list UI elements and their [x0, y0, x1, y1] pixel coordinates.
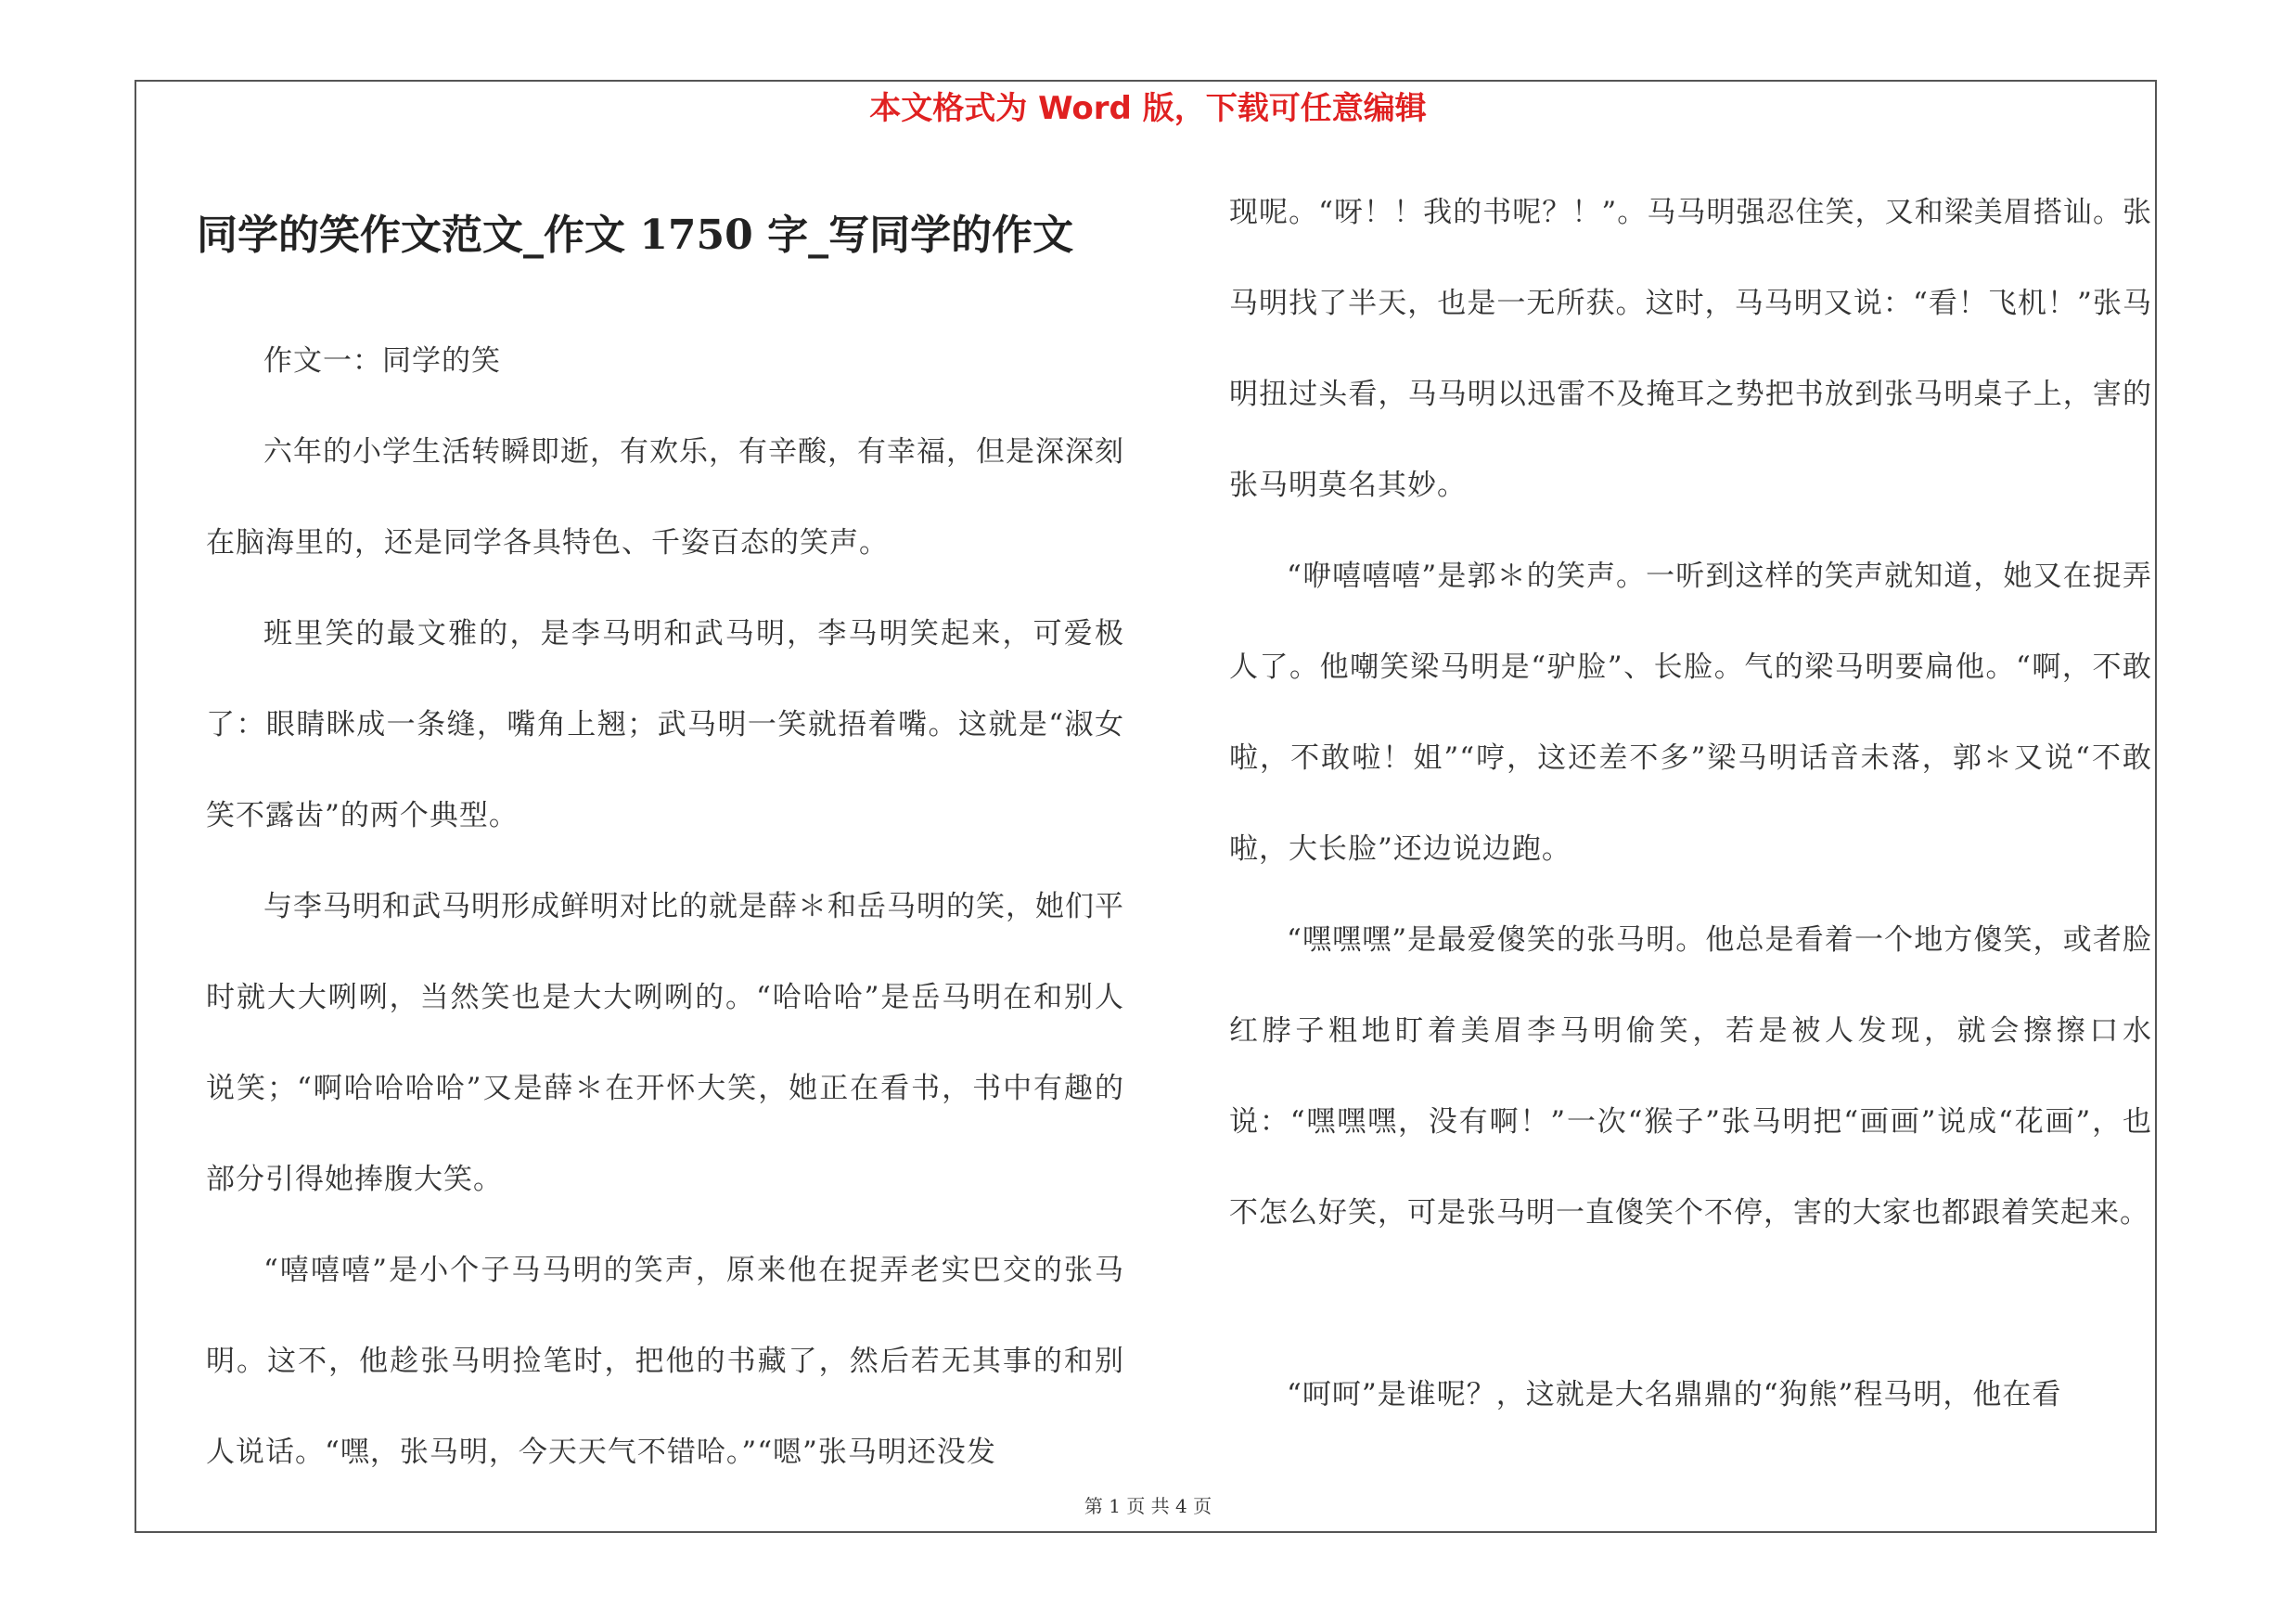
- left-paragraph-2: 班里笑的最文雅的，是李马明和武马明，李马明笑起来，可爱极了：眼睛眯成一条缝，嘴角上翘；武马明一笑就捂着嘴。这就是“淑女笑不露齿”的两个典型。: [206, 617, 1124, 832]
- document-title: 同学的笑作文范文_作文 1750 字_写同学的作文: [197, 212, 1074, 259]
- right-paragraph-4: “呵呵”是谁呢？，这就是大名鼎鼎的“狗熊”程马明，他在看: [1287, 1378, 2062, 1411]
- left-subheading: 作文一：同学的笑: [263, 344, 501, 378]
- right-paragraph-1: 现呢。“呀！！我的书呢？！”。马马明强忍住笑，又和梁美眉搭讪。张马明找了半天，也是一无所获。这时，马马明又说：“看！飞机！”张马明扭过头看，马马明以迅雷不及掩耳之势把书放到张马明桌子上，害的张马明莫名其妙。: [1229, 196, 2152, 502]
- left-paragraph-1: 六年的小学生活转瞬即逝，有欢乐，有辛酸，有幸福，但是深深刻在脑海里的，还是同学各具特色、千姿百态的笑声。: [206, 435, 1124, 560]
- right-paragraph-2: “咿嘻嘻嘻”是郭＊的笑声。一听到这样的笑声就知道，她又在捉弄人了。他嘲笑梁马明是“驴脸”、长脸。气的梁马明要扁他。“啊，不敢啦，不敢啦！姐”“哼，这还差不多”梁马明话音未落，郭＊又说“不敢啦，大长脸”还边说边跑。: [1229, 560, 2152, 866]
- page-number: 第 1 页 共 4 页: [1084, 1495, 1212, 1517]
- left-paragraph-3: 与李马明和武马明形成鲜明对比的就是薛＊和岳马明的笑，她们平时就大大咧咧，当然笑也是大大咧咧的。“哈哈哈”是岳马明在和别人说笑；“啊哈哈哈哈”又是薛＊在开怀大笑，她正在看书，书中有趣的部分引得她捧腹大笑。: [206, 890, 1124, 1196]
- right-paragraph-3: “嘿嘿嘿”是最爱傻笑的张马明。他总是看着一个地方傻笑，或者脸红脖子粗地盯着美眉李马明偷笑，若是被人发现，就会擦擦口水说：“嘿嘿嘿，没有啊！”一次“猴子”张马明把“画画”说成“花画”，也不怎么好笑，可是张马明一直傻笑个不停，害的大家也都跟着笑起来。: [1229, 923, 2152, 1230]
- format-banner: 本文格式为 Word 版，下载可任意编辑: [869, 90, 1427, 127]
- left-paragraph-4: “嘻嘻嘻”是小个子马马明的笑声，原来他在捉弄老实巴交的张马明。这不，他趁张马明捡笔时，把他的书藏了，然后若无其事的和别人说话。“嘿，张马明，今天天气不错哈。”“嗯”张马明还没发: [206, 1254, 1124, 1469]
